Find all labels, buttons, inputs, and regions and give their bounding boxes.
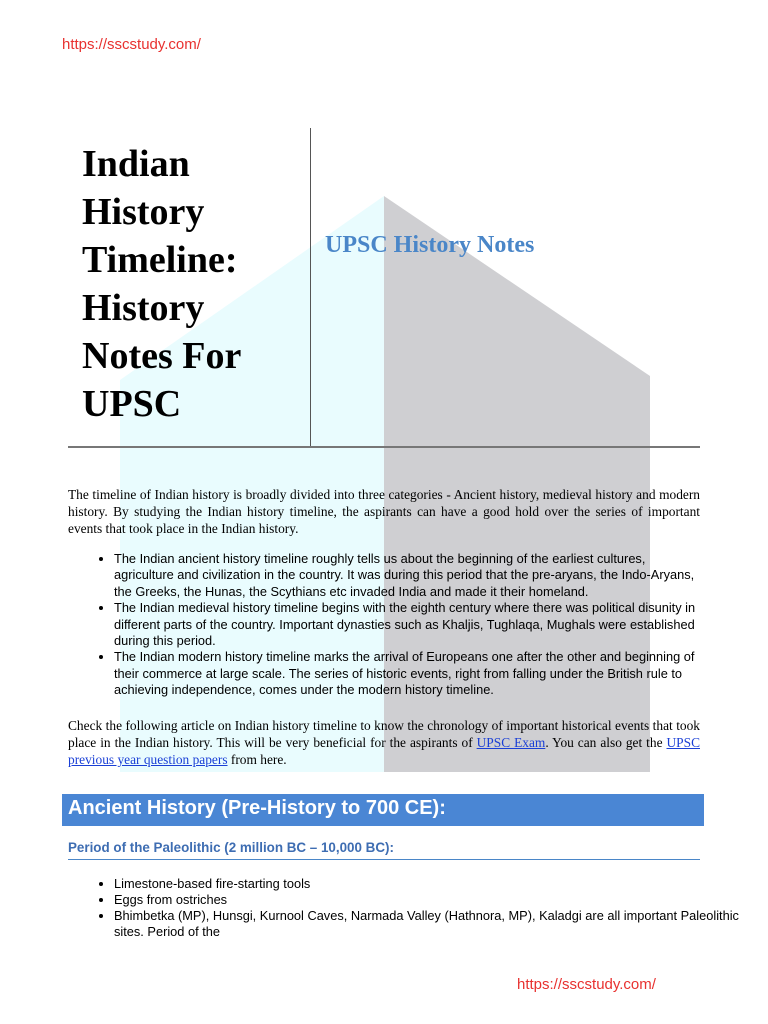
question-papers-link[interactable]: UPSC previous year question papers bbox=[68, 734, 700, 767]
intro-paragraph: The timeline of Indian history is broadly divided into three categories - Ancient history, medieval history and modern history. By studying the Indian history timeline, the aspirants can have a good hold over the series of important events that took place in the Indian history. bbox=[68, 487, 700, 536]
section-heading-bar bbox=[62, 794, 704, 826]
body-content bbox=[68, 486, 700, 768]
cover-title bbox=[82, 140, 302, 428]
cover-title-line: History bbox=[82, 287, 205, 329]
paragraph-text: Check the following article on Indian history timeline to know the chronology of important historical events that took place in the Indian history. This will be very beneficial for the aspirants of bbox=[68, 717, 700, 750]
list-item: • The Indian ancient history timeline roughly tells us about the beginning of the earliest cultures, agriculture and civilization in the country. It was during this period that the pre-aryans, the Indo-Aryans, the Greeks, the Hunas, the Scythians etc invaded India and made it their homeland. bbox=[114, 551, 700, 600]
paleolithic-list bbox=[68, 876, 746, 940]
cover-horizontal-divider bbox=[68, 446, 700, 448]
cover-title-line: Notes For bbox=[82, 335, 242, 377]
cover-title-line: Timeline: bbox=[82, 239, 238, 281]
cover-title-line: History bbox=[82, 191, 205, 233]
section-heading: Ancient History (Pre-History to 700 CE): bbox=[68, 797, 446, 819]
upsc-exam-link[interactable]: UPSC Exam bbox=[476, 734, 546, 750]
cover-vertical-divider bbox=[310, 128, 311, 446]
paragraph-text: . You can also get the bbox=[545, 734, 667, 750]
footer-site-link[interactable]: https://sscstudy.com/ bbox=[517, 976, 656, 993]
article-paragraph bbox=[68, 717, 700, 768]
cover-subtitle: UPSC History Notes bbox=[325, 232, 535, 258]
list-item: • The Indian modern history timeline marks the arrival of Europeans one after the other and beginning of their commerce at large scale. The series of historic events, right from falling under the British rule to achieving independence, comes under the modern history timeline. bbox=[114, 649, 700, 698]
header-site-link[interactable]: https://sscstudy.com/ bbox=[62, 36, 201, 53]
list-item: • Bhimbetka (MP), Hunsgi, Kurnool Caves, Narmada Valley (Hathnora, MP), Kaladgi are all important Paleolithic sites. Period of the bbox=[114, 908, 746, 940]
cover-title-line: UPSC bbox=[82, 383, 182, 425]
cover-title-line: Indian bbox=[82, 143, 190, 185]
list-item: • Limestone-based fire-starting tools bbox=[114, 876, 746, 892]
paragraph-text: from here. bbox=[227, 751, 287, 767]
list-item: • Eggs from ostriches bbox=[114, 892, 746, 908]
section-subheading: Period of the Paleolithic (2 million BC – 10,000 BC): bbox=[68, 840, 700, 860]
era-bullet-list bbox=[68, 551, 700, 699]
list-item: • The Indian medieval history timeline begins with the eighth century where there was political disunity in different parts of the country. Important dynasties such as Khaljis, Tughlaqa, Mughals were established during this period. bbox=[114, 600, 700, 649]
